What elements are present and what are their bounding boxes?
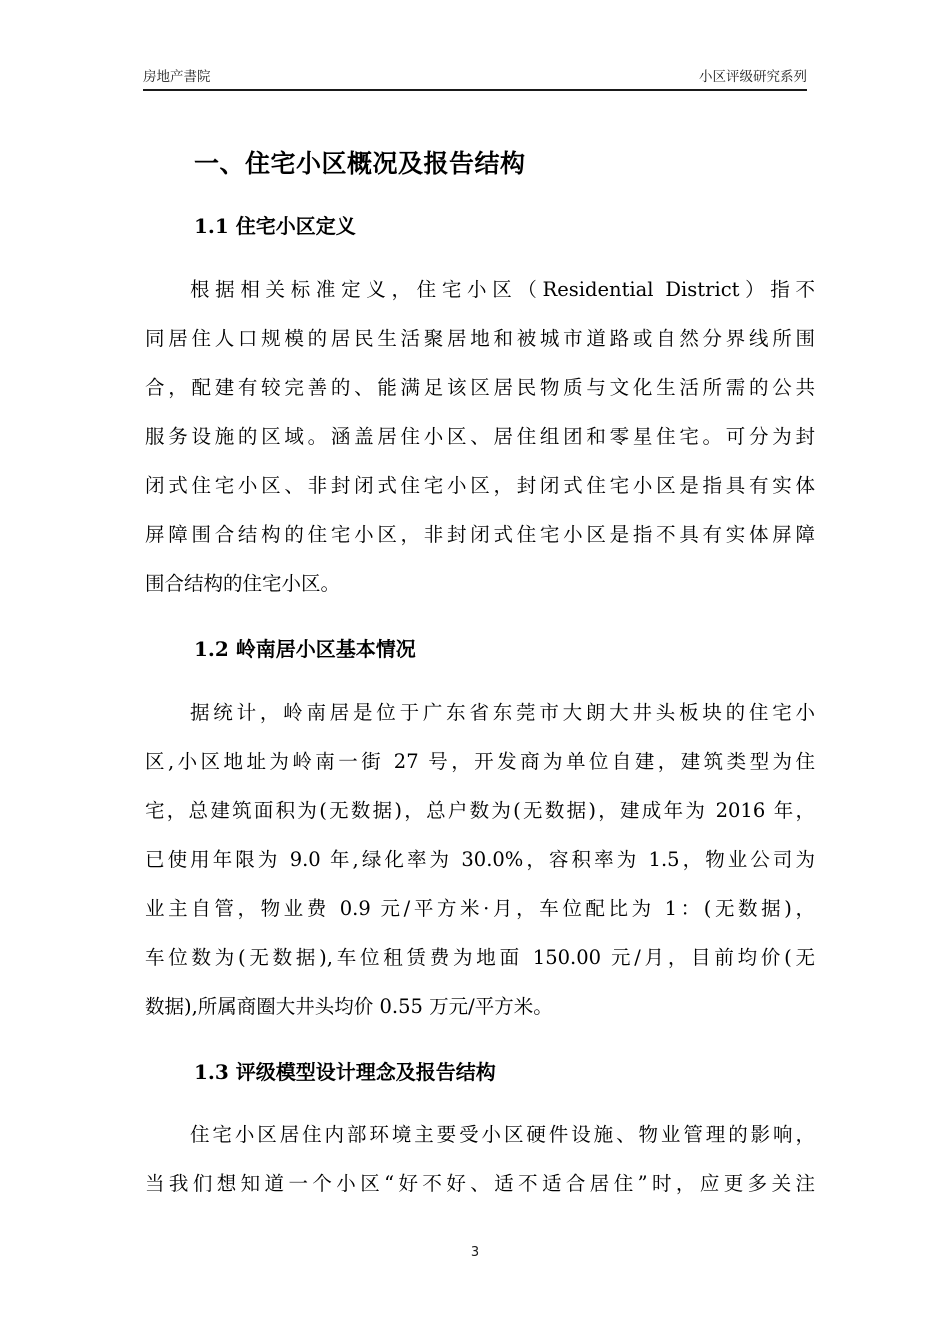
paragraph-line: 据统计，岭南居是位于广东省东莞市大朗大井头板块的住宅小 xyxy=(190,701,815,724)
paragraph-line: 当我们想知道一个小区“好不好、适不适合居住”时，应更多关注 xyxy=(145,1172,815,1195)
paragraph-line: 已使用年限为 9.0 年,绿化率为 30.0%，容积率为 1.5，物业公司为 xyxy=(145,848,815,871)
paragraph-line: 围合结构的住宅小区。 xyxy=(145,572,341,595)
subsection-title-1-2: 1.2 岭南居小区基本情况 xyxy=(194,637,416,661)
paragraph-definition xyxy=(145,265,815,608)
paragraph-line: 住宅小区居住内部环境主要受小区硬件设施、物业管理的影响， xyxy=(190,1123,815,1146)
paragraph-line: 数据),所属商圈大井头均价 0.55 万元/平方米。 xyxy=(145,995,553,1018)
header-publisher: 房地产書院 xyxy=(143,69,211,85)
paragraph-line: 合，配建有较完善的、能满足该区居民物质与文化生活所需的公共 xyxy=(145,376,815,399)
paragraph-line: 宅，总建筑面积为(无数据)，总户数为(无数据)，建成年为 2016 年， xyxy=(145,799,815,822)
paragraph-line: 同居住人口规模的居民生活聚居地和被城市道路或自然分界线所围 xyxy=(145,327,815,350)
page-header xyxy=(143,66,807,88)
page-number: 3 xyxy=(470,1245,480,1260)
paragraph-community-info xyxy=(145,688,815,1031)
paragraph-line: 服务设施的区域。涵盖居住小区、居住组团和零星住宅。可分为封 xyxy=(145,425,815,448)
paragraph-line: 业主自管，物业费 0.9 元/平方米·月，车位配比为 1：(无数据)， xyxy=(145,897,815,920)
paragraph-line: 闭式住宅小区、非封闭式住宅小区，封闭式住宅小区是指具有实体 xyxy=(145,474,815,497)
paragraph-line: 根据相关标准定义，住宅小区（Residential District）指不 xyxy=(190,278,815,301)
paragraph-model-design xyxy=(145,1110,815,1208)
paragraph-line: 屏障围合结构的住宅小区，非封闭式住宅小区是指不具有实体屏障 xyxy=(145,523,815,546)
subsection-title-1-3: 1.3 评级模型设计理念及报告结构 xyxy=(194,1060,496,1084)
header-series-title: 小区评级研究系列 xyxy=(699,69,807,85)
paragraph-line: 车位数为(无数据),车位租赁费为地面 150.00 元/月，目前均价(无 xyxy=(145,946,815,969)
paragraph-line: 区,小区地址为岭南一街 27 号，开发商为单位自建，建筑类型为住 xyxy=(145,750,815,773)
header-divider xyxy=(143,89,807,91)
subsection-title-1-1: 1.1 住宅小区定义 xyxy=(194,214,356,238)
section-title: 一、住宅小区概况及报告结构 xyxy=(194,149,526,178)
